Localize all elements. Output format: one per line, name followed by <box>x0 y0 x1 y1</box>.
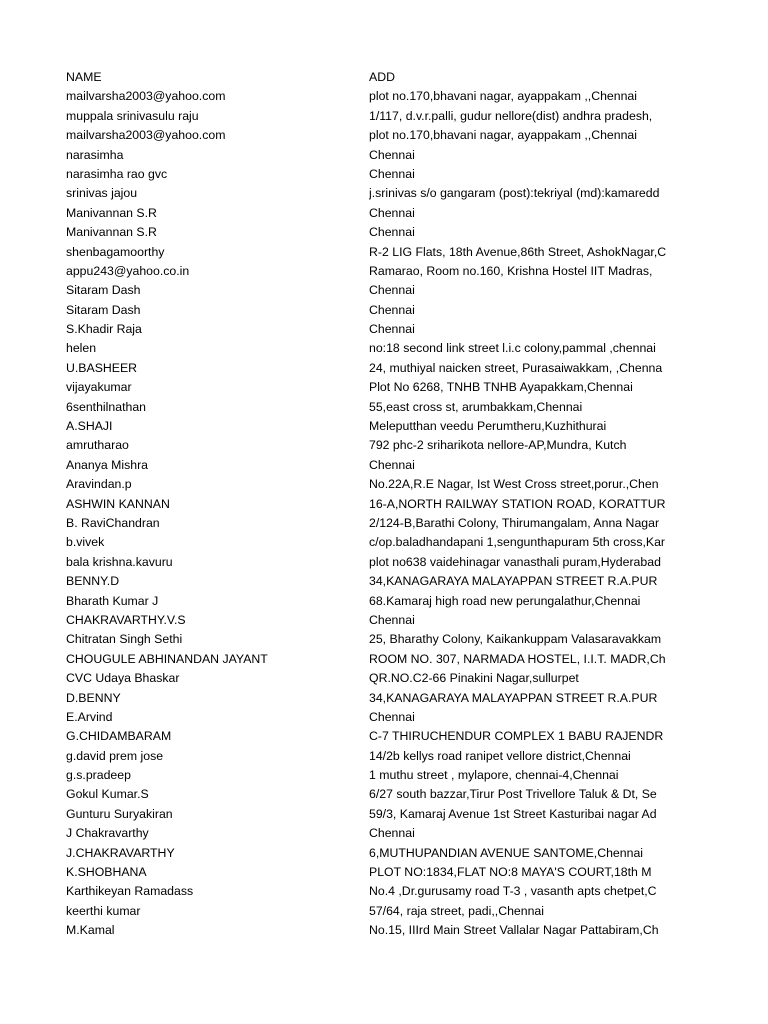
address-cell: 25, Bharathy Colony, Kaikankuppam Valasaravakkam <box>369 632 662 647</box>
address-cell: 68.Kamaraj high road new perungalathur,Chennai <box>369 593 641 608</box>
data-rows <box>0 87 768 940</box>
name-cell: narasimha rao gvc <box>66 166 168 181</box>
name-cell: CHOUGULE ABHINANDAN JAYANT <box>66 651 268 666</box>
name-cell: BENNY.D <box>66 574 120 589</box>
table-row <box>0 669 768 688</box>
name-cell: Ananya Mishra <box>66 457 149 472</box>
table-row <box>0 359 768 378</box>
address-cell: plot no.170,bhavani nagar, ayappakam ,,Chennai <box>369 89 637 104</box>
name-cell: D.BENNY <box>66 690 121 705</box>
address-cell: Plot No 6268, TNHB TNHB Ayapakkam,Chennai <box>369 380 633 395</box>
table-row <box>0 882 768 901</box>
table-row <box>0 921 768 940</box>
table-row <box>0 572 768 591</box>
table-row <box>0 165 768 184</box>
table-row <box>0 262 768 281</box>
table-row <box>0 766 768 785</box>
table-row <box>0 611 768 630</box>
name-cell: ASHWIN KANNAN <box>66 496 170 511</box>
address-cell: Chennai <box>369 612 415 627</box>
name-cell: Aravindan.p <box>66 477 132 492</box>
name-cell: Manivannan S.R <box>66 205 157 220</box>
name-cell: J.CHAKRAVARTHY <box>66 845 175 860</box>
address-cell: No.15, IIIrd Main Street Vallalar Nagar Pattabiram,Ch <box>369 923 659 938</box>
name-cell: S.Khadir Raja <box>66 322 142 337</box>
name-cell: CVC Udaya Bhaskar <box>66 671 180 686</box>
address-cell: C-7 THIRUCHENDUR COMPLEX 1 BABU RAJENDR <box>369 729 664 744</box>
table-row <box>0 223 768 242</box>
address-cell: Chennai <box>369 302 415 317</box>
table-row <box>0 87 768 106</box>
name-cell: K.SHOBHANA <box>66 865 147 880</box>
name-cell: U.BASHEER <box>66 360 138 375</box>
table-row <box>0 727 768 746</box>
name-cell: appu243@yahoo.co.in <box>66 263 190 278</box>
name-cell: Sitaram Dash <box>66 302 141 317</box>
address-cell: 6,MUTHUPANDIAN AVENUE SANTOME,Chennai <box>369 845 644 860</box>
address-cell: Meleputthan veedu Perumtheru,Kuzhithurai <box>369 419 607 434</box>
name-cell: A.SHAJI <box>66 419 113 434</box>
address-cell: 59/3, Kamaraj Avenue 1st Street Kasturibai nagar Ad <box>369 806 657 821</box>
name-cell: g.s.pradeep <box>66 768 131 783</box>
address-cell: Chennai <box>369 225 415 240</box>
table-row <box>0 243 768 262</box>
address-cell: 34,KANAGARAYA MALAYAPPAN STREET R.A.PUR <box>369 690 658 705</box>
address-cell: 34,KANAGARAYA MALAYAPPAN STREET R.A.PUR <box>369 574 658 589</box>
table-row <box>0 456 768 475</box>
address-cell: 1/117, d.v.r.palli, gudur nellore(dist) andhra pradesh, <box>369 108 653 123</box>
name-cell: J Chakravarthy <box>66 826 149 841</box>
table-row <box>0 107 768 126</box>
table-row <box>0 301 768 320</box>
name-cell: 6senthilnathan <box>66 399 146 414</box>
address-cell: 6/27 south bazzar,Tirur Post Trivellore Taluk & Dt, Se <box>369 787 657 802</box>
address-cell: Chennai <box>369 205 415 220</box>
table-row <box>0 398 768 417</box>
table-row <box>0 320 768 339</box>
name-cell: narasimha <box>66 147 124 162</box>
table-row <box>0 184 768 203</box>
table-row <box>0 514 768 533</box>
address-cell: Chennai <box>369 283 415 298</box>
address-cell: 1 muthu street , mylapore, chennai-4,Chennai <box>369 768 619 783</box>
table-row <box>0 126 768 145</box>
name-cell: mailvarsha2003@yahoo.com <box>66 89 226 104</box>
table-row <box>0 650 768 669</box>
table-row <box>0 824 768 843</box>
name-cell: amrutharao <box>66 438 129 453</box>
name-cell: bala krishna.kavuru <box>66 554 173 569</box>
column-header-add: ADD <box>369 70 395 84</box>
table-row <box>0 844 768 863</box>
name-cell: G.CHIDAMBARAM <box>66 729 172 744</box>
address-cell: 2/124-B,Barathi Colony, Thirumangalam, Anna Nagar <box>369 515 660 530</box>
table-row <box>0 281 768 300</box>
address-cell: c/op.baladhandapani 1,sengunthapuram 5th cross,Kar <box>369 535 666 550</box>
address-cell: No.4 ,Dr.gurusamy road T-3 , vasanth apts chetpet,C <box>369 884 657 899</box>
address-cell: Chennai <box>369 322 415 337</box>
address-cell: ROOM NO. 307, NARMADA HOSTEL, I.I.T. MADR,Ch <box>369 651 666 666</box>
table-row <box>0 592 768 611</box>
table-row <box>0 146 768 165</box>
table-row <box>0 417 768 436</box>
name-cell: B. RaviChandran <box>66 515 160 530</box>
name-cell: srinivas jajou <box>66 186 138 201</box>
table-row <box>0 805 768 824</box>
name-cell: helen <box>66 341 97 356</box>
address-cell: 16-A,NORTH RAILWAY STATION ROAD, KORATTUR <box>369 496 666 511</box>
name-cell: keerthi kumar <box>66 903 141 918</box>
header-row <box>0 68 768 87</box>
name-cell: vijayakumar <box>66 380 132 395</box>
address-cell: Chennai <box>369 147 415 162</box>
name-cell: CHAKRAVARTHY.V.S <box>66 612 186 627</box>
address-cell: 14/2b kellys road ranipet vellore district,Chennai <box>369 748 631 763</box>
spreadsheet-page <box>0 68 768 941</box>
address-cell: R-2 LIG Flats, 18th Avenue,86th Street, AshokNagar,C <box>369 244 667 259</box>
address-cell: 792 phc-2 sriharikota nellore-AP,Mundra, Kutch <box>369 438 627 453</box>
table-row <box>0 475 768 494</box>
table-row <box>0 533 768 552</box>
name-cell: Gokul Kumar.S <box>66 787 149 802</box>
table-row <box>0 339 768 358</box>
name-cell: muppala srinivasulu raju <box>66 108 199 123</box>
name-cell: b.vivek <box>66 535 105 550</box>
table-row <box>0 378 768 397</box>
table-row <box>0 436 768 455</box>
address-cell: Chennai <box>369 166 415 181</box>
table-row <box>0 630 768 649</box>
table-row <box>0 785 768 804</box>
column-header-name: NAME <box>66 70 102 84</box>
table-row <box>0 863 768 882</box>
address-cell: 57/64, raja street, padi,,Chennai <box>369 903 545 918</box>
address-cell: no:18 second link street l.i.c colony,pammal ,chennai <box>369 341 656 356</box>
name-cell: M.Kamal <box>66 923 115 938</box>
address-cell: Chennai <box>369 709 415 724</box>
name-cell: shenbagamoorthy <box>66 244 165 259</box>
address-cell: plot no.170,bhavani nagar, ayappakam ,,Chennai <box>369 128 637 143</box>
name-cell: Bharath Kumar J <box>66 593 159 608</box>
address-cell: j.srinivas s/o gangaram (post):tekriyal (md):kamaredd <box>369 186 660 201</box>
address-cell: QR.NO.C2-66 Pinakini Nagar,sullurpet <box>369 671 579 686</box>
name-cell: Chitratan Singh Sethi <box>66 632 183 647</box>
address-cell: Chennai <box>369 826 415 841</box>
table-row <box>0 689 768 708</box>
address-cell: PLOT NO:1834,FLAT NO:8 MAYA'S COURT,18th M <box>369 865 652 880</box>
table-row <box>0 553 768 572</box>
address-cell: Chennai <box>369 457 415 472</box>
address-cell: 55,east cross st, arumbakkam,Chennai <box>369 399 583 414</box>
address-cell: Ramarao, Room no.160, Krishna Hostel IIT Madras, <box>369 263 653 278</box>
name-cell: mailvarsha2003@yahoo.com <box>66 128 226 143</box>
table-row <box>0 708 768 727</box>
name-cell: Gunturu Suryakiran <box>66 806 173 821</box>
name-cell: E.Arvind <box>66 709 113 724</box>
address-cell: No.22A,R.E Nagar, Ist West Cross street,porur.,Chen <box>369 477 659 492</box>
name-cell: Sitaram Dash <box>66 283 141 298</box>
table-row <box>0 204 768 223</box>
table-row <box>0 747 768 766</box>
name-cell: g.david prem jose <box>66 748 164 763</box>
name-cell: Manivannan S.R <box>66 225 157 240</box>
name-cell: Karthikeyan Ramadass <box>66 884 194 899</box>
address-cell: plot no638 vaidehinagar vanasthali puram,Hyderabad <box>369 554 661 569</box>
table-row <box>0 902 768 921</box>
address-cell: 24, muthiyal naicken street, Purasaiwakkam, ,Chenna <box>369 360 663 375</box>
table-row <box>0 495 768 514</box>
